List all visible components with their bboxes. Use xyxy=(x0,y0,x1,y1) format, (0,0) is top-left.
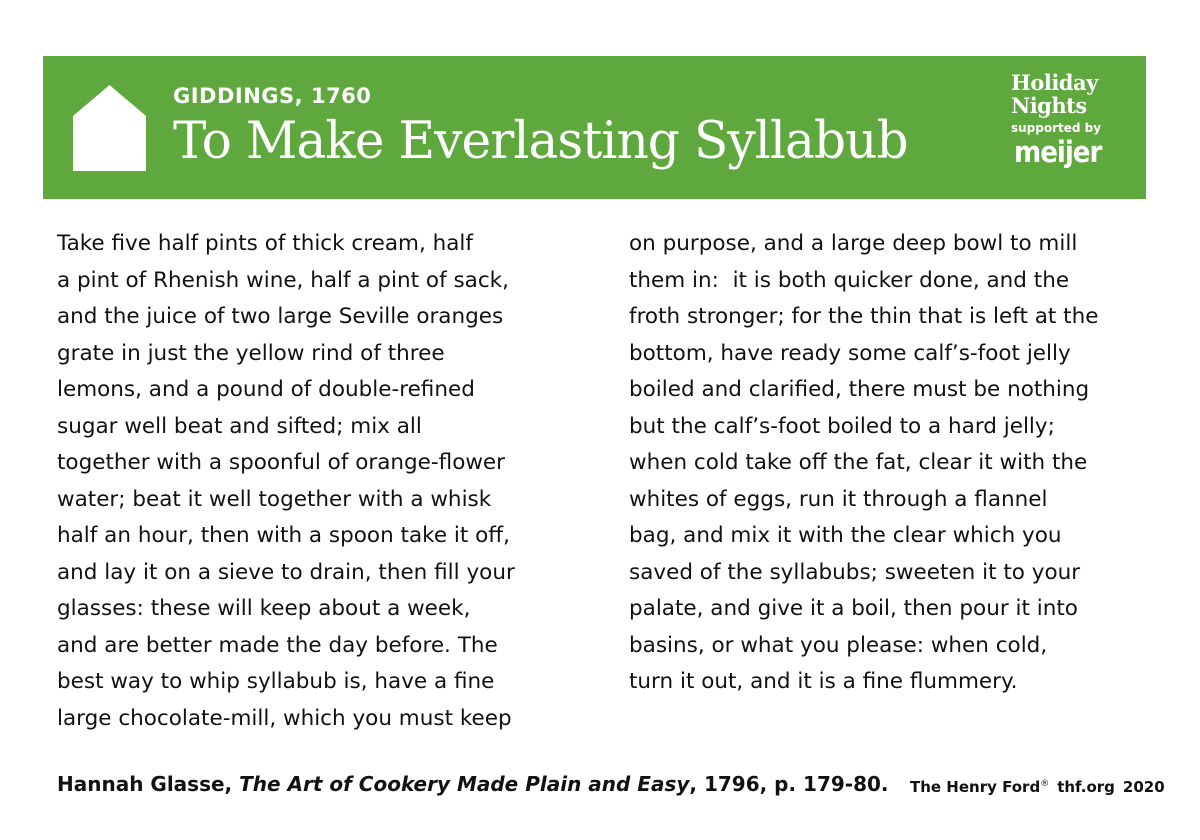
recipe-line: when cold take off the fat, clear it with the xyxy=(629,450,1088,475)
credit-year: 2020 xyxy=(1122,778,1165,796)
source-citation xyxy=(57,772,889,796)
recipe-line: saved of the syllabubs; sweeten it to your xyxy=(629,559,1081,585)
recipe-line: on purpose, and a large deep bowl to mill xyxy=(629,231,1078,256)
recipe-line: but the calf’s-foot boiled to a hard jelly; xyxy=(629,413,1055,439)
credit-org: The Henry Ford xyxy=(910,778,1041,796)
recipe-line: and lay it on a sieve to drain, then fill your xyxy=(57,559,515,585)
house-icon xyxy=(73,85,146,171)
recipe-text-right-column xyxy=(629,226,1169,701)
recipe-line: bottom, have ready some calf’s-foot jelly xyxy=(629,340,1071,366)
recipe-line: glasses: these will keep about a week, xyxy=(57,596,471,621)
event-name-line2: Nights xyxy=(1011,93,1087,118)
recipe-line: water; beat it well together with a whisk xyxy=(57,486,492,512)
supported-by-label: supported by xyxy=(1011,121,1102,135)
recipe-line: large chocolate-mill, which you must keep xyxy=(57,705,512,731)
page-title: To Make Everlasting Syllabub xyxy=(173,112,908,171)
recipe-line: them in: it is both quicker done, and the xyxy=(629,267,1070,293)
event-name-line1: Holiday xyxy=(1011,70,1098,95)
recipe-line: grate in just the yellow rind of three xyxy=(57,340,445,366)
recipe-line: palate, and give it a boil, then pour it into xyxy=(629,596,1078,621)
recipe-line: whites of eggs, run it through a flannel xyxy=(629,486,1048,512)
recipe-text-left-column xyxy=(57,226,597,737)
recipe-line: basins, or what you please: when cold, xyxy=(629,632,1048,658)
citation-details: , 1796, p. 179-80. xyxy=(689,772,889,796)
recipe-source-kicker: GIDDINGS, 1760 xyxy=(173,84,372,108)
publisher-credit xyxy=(910,778,1165,796)
sponsor-brand: meijer xyxy=(1014,135,1102,169)
recipe-line: boiled and clarified, there must be nothing xyxy=(629,377,1090,402)
recipe-line: Take five half pints of thick cream, half xyxy=(57,231,473,256)
recipe-line: lemons, and a pound of double-refined xyxy=(57,377,475,402)
citation-book-title: The Art of Cookery Made Plain and Easy xyxy=(239,772,690,796)
registered-mark: ® xyxy=(1040,779,1050,789)
recipe-line: together with a spoonful of orange-flower xyxy=(57,450,505,475)
recipe-line: sugar well beat and sifted; mix all xyxy=(57,413,422,439)
recipe-line: best way to whip syllabub is, have a fine xyxy=(57,669,495,694)
sponsor-logo xyxy=(1011,71,1131,168)
recipe-line: and the juice of two large Seville oranges xyxy=(57,304,504,329)
header-banner xyxy=(43,56,1146,199)
citation-author: Hannah Glasse, xyxy=(57,772,240,796)
recipe-line: bag, and mix it with the clear which you xyxy=(629,523,1062,548)
recipe-line: turn it out, and it is a fine flummery. xyxy=(629,669,1018,694)
credit-site: thf.org xyxy=(1057,778,1115,796)
recipe-line: and are better made the day before. The xyxy=(57,632,498,658)
recipe-line: a pint of Rhenish wine, half a pint of sack, xyxy=(57,267,509,293)
recipe-line: half an hour, then with a spoon take it off, xyxy=(57,523,510,548)
recipe-line: froth stronger; for the thin that is left at the xyxy=(629,304,1099,329)
